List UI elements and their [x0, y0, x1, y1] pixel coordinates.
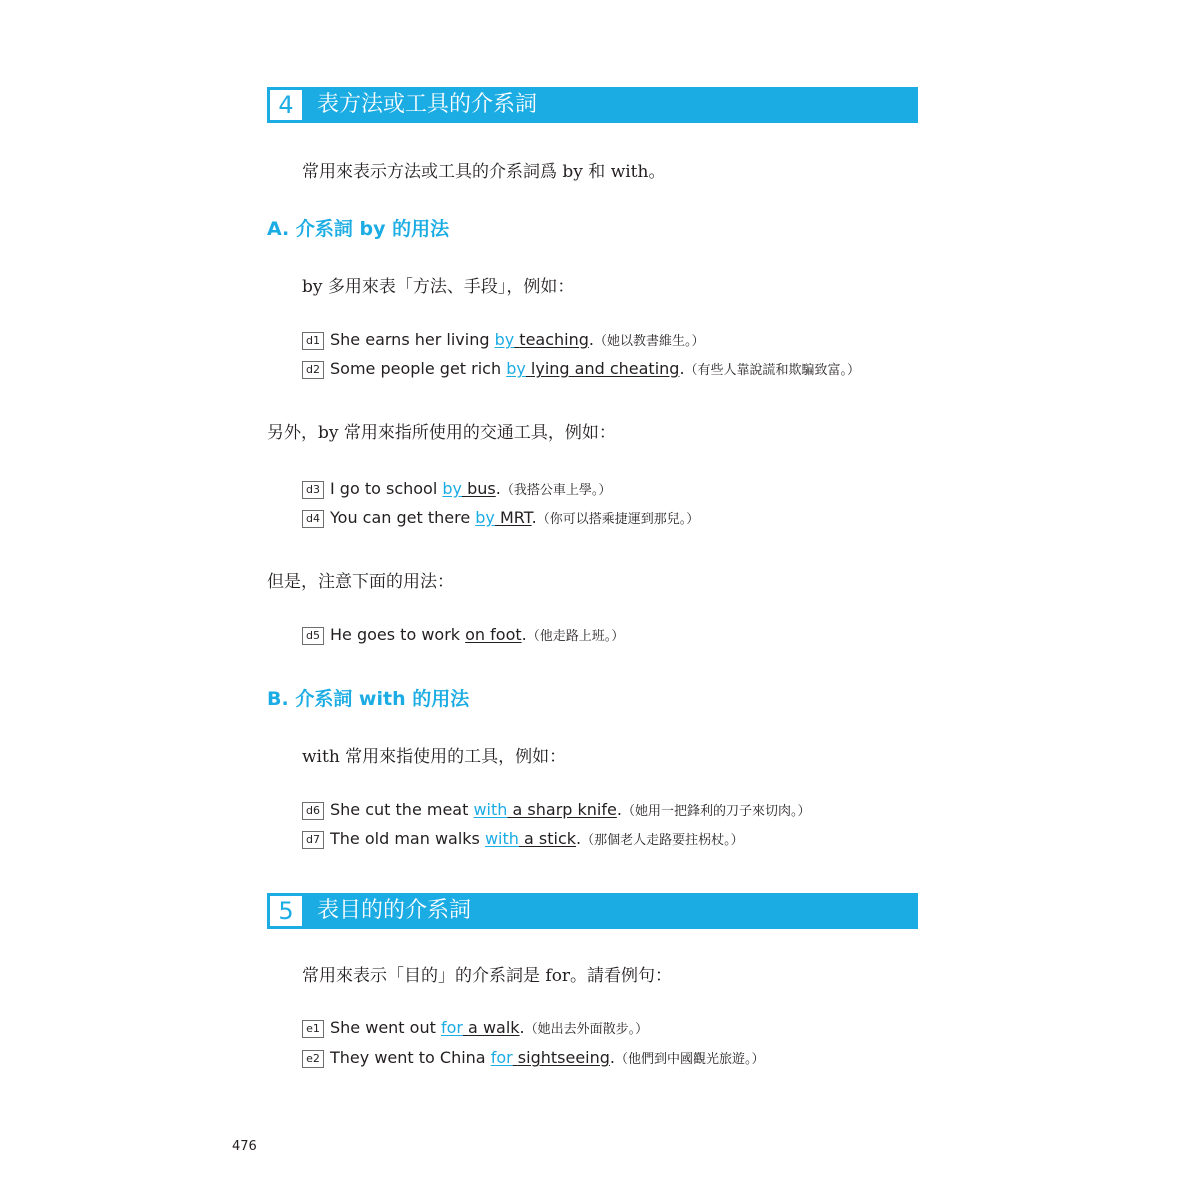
translation: （有些人靠說謊和欺騙致富。）: [684, 363, 861, 378]
object-phrase: bus: [467, 479, 496, 498]
preposition: by: [442, 479, 462, 498]
object-phrase: sightseeing: [517, 1048, 610, 1067]
example-tag: d2: [302, 361, 324, 379]
preposition: by: [506, 359, 526, 378]
section-5-intro: 常用來表示「目的」的介系詞是 for。請看例句：: [302, 966, 673, 986]
example-tag: d6: [302, 802, 324, 820]
translation: （我搭公車上學。）: [500, 483, 612, 498]
object-phrase: on foot: [465, 625, 522, 644]
translation: （她出去外面散步。）: [524, 1022, 649, 1037]
example-tag: e1: [302, 1020, 324, 1038]
section-title: 表方法或工具的介系詞: [317, 92, 538, 117]
subheading-b: B. 介系詞 with 的用法: [267, 688, 470, 710]
translation: （你可以搭乘捷運到那兒。）: [536, 512, 700, 527]
example-text: She cut the meat: [330, 800, 474, 819]
preposition: with: [473, 800, 508, 819]
object-phrase: a sharp knife: [512, 800, 617, 819]
with-intro: with 常用來指使用的工具，例如：: [302, 747, 567, 767]
example-tag: d1: [302, 332, 324, 350]
example-d2: d2 Some people get rich by lying and cheating.（有些人靠說謊和欺騙致富。）: [302, 359, 860, 379]
example-text: Some people get rich: [330, 359, 507, 378]
example-d1: d1 She earns her living by teaching.（她以教書維生。）: [302, 330, 705, 350]
example-tag: d5: [302, 627, 324, 645]
example-d4: d4 You can get there by MRT.（你可以搭乘捷運到那兒。）: [302, 508, 699, 528]
example-d7: d7 The old man walks with a stick.（那個老人走路要拄柺杖。）: [302, 829, 744, 849]
example-text: She went out: [330, 1018, 441, 1037]
page-number: 476: [232, 1139, 257, 1154]
example-e2: e2 They went to China for sightseeing.（他們到中國觀光旅遊。）: [302, 1048, 765, 1068]
section-5-header: [267, 893, 918, 929]
preposition: with: [484, 829, 519, 848]
object-phrase: teaching: [519, 330, 589, 349]
translation: （她用一把鋒利的刀子來切肉。）: [621, 804, 811, 819]
translation: （那個老人走路要拄柺杖。）: [581, 833, 744, 848]
preposition: for: [440, 1018, 463, 1037]
section-title: 表目的的介系詞: [317, 898, 472, 923]
preposition: by: [475, 508, 495, 527]
example-tag: e2: [302, 1050, 324, 1068]
transport-intro: 另外，by 常用來指所使用的交通工具，例如：: [267, 423, 616, 443]
example-tag: d4: [302, 510, 324, 528]
but-intro: 但是，注意下面的用法：: [267, 572, 454, 592]
example-e1: e1 She went out for a walk.（她出去外面散步。）: [302, 1018, 648, 1038]
example-tag: d7: [302, 831, 324, 849]
example-text: He goes to work: [330, 625, 466, 644]
example-text: I go to school: [330, 479, 443, 498]
object-phrase: a stick: [524, 829, 577, 848]
example-tag: d3: [302, 481, 324, 499]
example-text: They went to China: [330, 1048, 491, 1067]
by-intro: by 多用來表「方法、手段」，例如：: [302, 277, 575, 297]
translation: （他們到中國觀光旅遊。）: [615, 1052, 765, 1067]
example-text: The old man walks: [330, 829, 485, 848]
section-4-header: [267, 87, 918, 123]
example-d3: d3 I go to school by bus.（我搭公車上學。）: [302, 479, 611, 499]
preposition: for: [490, 1048, 513, 1067]
preposition: by: [494, 330, 515, 349]
section-number: 4: [268, 88, 304, 122]
example-text: You can get there: [330, 508, 476, 527]
translation: （他走路上班。）: [526, 629, 625, 644]
example-d5: d5 He goes to work on foot.（他走路上班。）: [302, 625, 624, 645]
subheading-a: A. 介系詞 by 的用法: [267, 218, 450, 240]
example-text: She earns her living: [330, 330, 495, 349]
section-4-intro: 常用來表示方法或工具的介系詞爲 by 和 with。: [302, 162, 666, 182]
object-phrase: lying and cheating: [530, 359, 680, 378]
example-d6: d6 She cut the meat with a sharp knife.（她用一把鋒利的刀子來切肉。）: [302, 800, 810, 820]
object-phrase: a walk: [468, 1018, 520, 1037]
object-phrase: MRT: [499, 508, 532, 527]
section-number: 5: [268, 894, 304, 928]
translation: （她以教書維生。）: [594, 334, 705, 349]
